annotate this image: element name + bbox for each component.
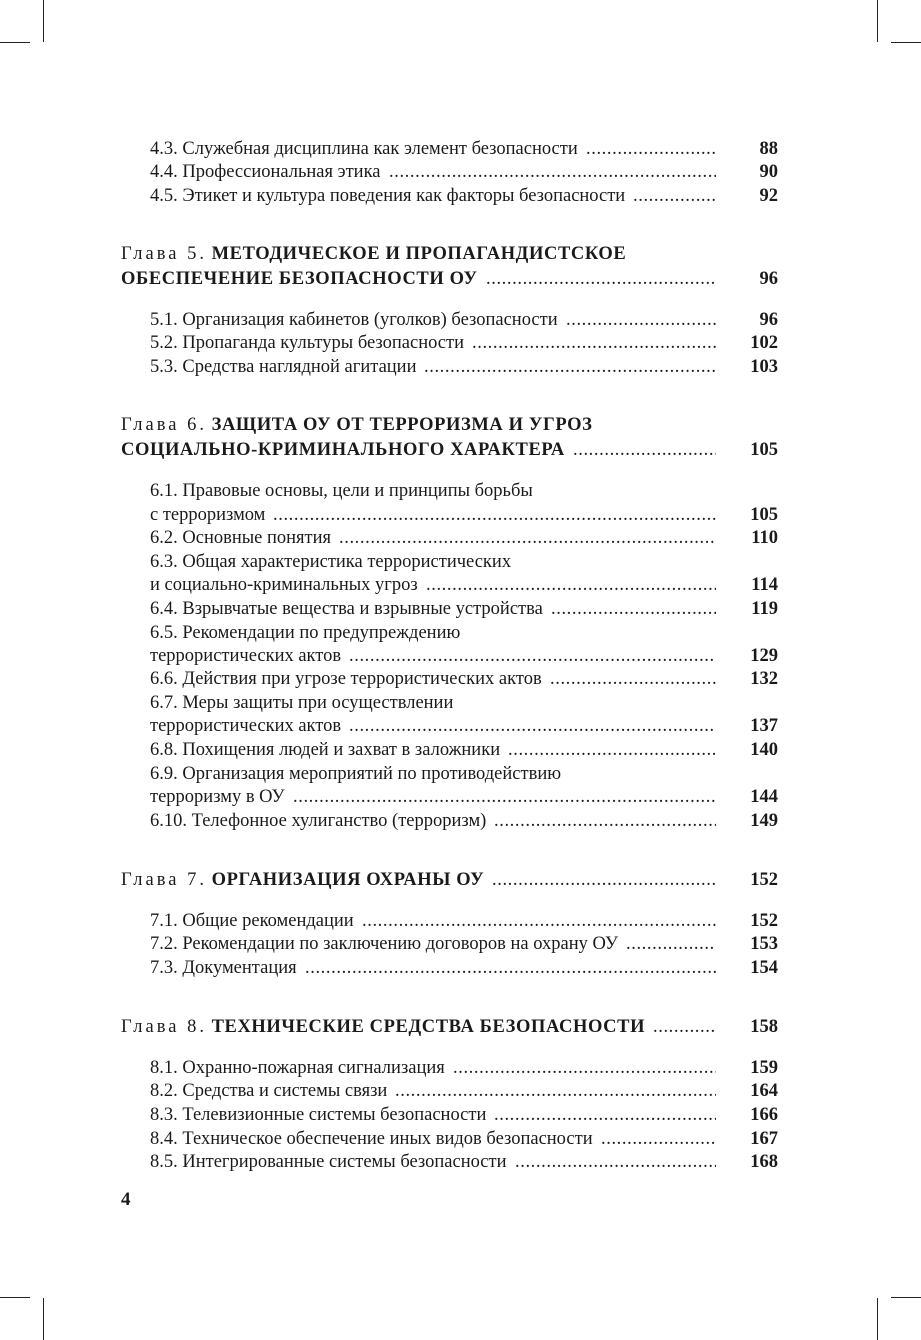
toc-entry-title: 6.9. Организация мероприятий по противодействию xyxy=(150,764,562,784)
leader-dots xyxy=(293,785,716,809)
toc-page-number: 159 xyxy=(750,1058,778,1078)
toc-page-number: 166 xyxy=(750,1105,778,1125)
chapter-heading xyxy=(0,413,921,437)
toc-entry-title: 6.4. Взрывчатые вещества и взрывные устройства xyxy=(150,599,543,619)
toc-entry-continued xyxy=(0,573,921,597)
toc-page-number: 129 xyxy=(750,646,778,666)
leader-dots xyxy=(424,355,716,379)
leader-dots xyxy=(389,160,716,184)
toc-entry-title: 5.2. Пропаганда культуры безопасности xyxy=(150,333,465,353)
toc-page-number: 167 xyxy=(750,1129,778,1149)
chapter-title xyxy=(121,868,484,892)
toc-entry xyxy=(0,956,921,980)
toc-entry-title: 8.3. Телевизионные системы безопасности xyxy=(150,1105,487,1125)
crop-mark xyxy=(877,0,878,42)
toc-entry-title: 8.2. Средства и системы связи xyxy=(150,1081,388,1101)
leader-dots xyxy=(551,597,716,621)
leader-dots xyxy=(349,644,716,668)
toc-entry xyxy=(0,1127,921,1151)
chapter-title-text: ОРГАНИЗАЦИЯ ОХРАНЫ ОУ xyxy=(211,870,485,890)
toc-entry-title: 6.7. Меры защиты при осуществлении xyxy=(150,693,454,713)
toc-entry-title: 8.5. Интегрированные системы безопасности xyxy=(150,1152,507,1172)
chapter-heading xyxy=(0,868,921,892)
toc-entry-title: террористических актов xyxy=(150,716,342,736)
toc-entry xyxy=(0,932,921,956)
leader-dots xyxy=(550,667,716,691)
leader-dots xyxy=(426,573,716,597)
toc-entry-continued xyxy=(0,785,921,809)
toc-entry xyxy=(0,1079,921,1103)
toc-entry xyxy=(0,1103,921,1127)
toc-entry-title: 4.3. Служебная дисциплина как элемент безопасности xyxy=(150,139,578,159)
leader-dots xyxy=(515,1150,716,1174)
leader-dots xyxy=(362,909,716,933)
page-number: 4 xyxy=(121,1189,131,1210)
toc-page-number: 149 xyxy=(750,811,778,831)
leader-dots xyxy=(601,1127,716,1151)
chapter-title xyxy=(121,1015,645,1039)
toc-entry-title: 6.10. Телефонное хулиганство (терроризм) xyxy=(150,811,487,831)
toc-page-number: 96 xyxy=(759,310,778,330)
crop-mark xyxy=(0,1297,30,1298)
toc-entry xyxy=(0,1150,921,1174)
toc-page-number: 144 xyxy=(750,787,778,807)
toc-entry-title: 5.3. Средства наглядной агитации xyxy=(150,357,417,377)
chapter-prefix: Глава 7. xyxy=(121,870,207,890)
leader-dots xyxy=(586,137,716,161)
leader-dots xyxy=(566,308,716,332)
toc-entry-title: 5.1. Организация кабинетов (уголков) безопасности xyxy=(150,310,558,330)
toc-entry-title: с терроризмом xyxy=(150,505,266,525)
leader-dots xyxy=(653,1015,716,1039)
toc-entry xyxy=(0,550,921,574)
toc-page-number: 103 xyxy=(750,357,778,377)
toc-page-number: 152 xyxy=(750,911,778,931)
chapter-heading xyxy=(0,1015,921,1039)
toc-entry-title: 8.1. Охранно-пожарная сигнализация xyxy=(150,1058,445,1078)
toc-page-number: 92 xyxy=(759,186,778,206)
toc-page-number: 88 xyxy=(759,139,778,159)
leader-dots xyxy=(494,809,716,833)
toc-entry-continued xyxy=(0,644,921,668)
chapter-heading-continued xyxy=(0,267,921,291)
toc-entry xyxy=(0,308,921,332)
leader-dots xyxy=(453,1056,716,1080)
chapter-title xyxy=(121,242,626,266)
toc-entry-title: 7.1. Общие рекомендации xyxy=(150,911,354,931)
chapter-title-text: ОБЕСПЕЧЕНИЕ БЕЗОПАСНОСТИ ОУ xyxy=(121,269,478,289)
toc-entry xyxy=(0,762,921,786)
toc-entry-title: 6.6. Действия при угрозе террористических актов xyxy=(150,669,542,689)
toc-entry xyxy=(0,597,921,621)
toc-entry xyxy=(0,137,921,161)
chapter-title xyxy=(121,413,593,437)
toc-page-number: 110 xyxy=(751,528,778,548)
chapter-title-text: МЕТОДИЧЕСКОЕ И ПРОПАГАНДИСТСКОЕ xyxy=(211,244,627,264)
toc-page-number: 114 xyxy=(751,575,778,595)
toc-entry-title: 4.5. Этикет и культура поведения как факторы безопасности xyxy=(150,186,626,206)
toc-entry-title: 6.8. Похищения людей и захват в заложники xyxy=(150,740,501,760)
toc-entry xyxy=(0,738,921,762)
chapter-prefix: Глава 6. xyxy=(121,415,207,435)
leader-dots xyxy=(349,714,716,738)
leader-dots xyxy=(626,932,716,956)
toc-entry-title: терроризму в ОУ xyxy=(150,787,285,807)
toc-entry-title: 7.2. Рекомендации по заключению договоров на охрану ОУ xyxy=(150,934,618,954)
leader-dots xyxy=(494,1103,716,1127)
crop-mark xyxy=(891,1297,921,1298)
toc-entry xyxy=(0,184,921,208)
toc-page-number: 164 xyxy=(750,1081,778,1101)
chapter-heading-continued xyxy=(0,438,921,462)
toc-entry xyxy=(0,331,921,355)
toc-entry-title: 4.4. Профессиональная этика xyxy=(150,162,381,182)
toc-entry xyxy=(0,526,921,550)
toc-page-number: 132 xyxy=(750,669,778,689)
toc-entry-title: 6.5. Рекомендации по предупреждению xyxy=(150,623,461,643)
toc-entry-title: 6.3. Общая характеристика террористических xyxy=(150,552,512,572)
toc-entry-continued xyxy=(0,503,921,527)
toc-page-number: 154 xyxy=(750,958,778,978)
leader-dots xyxy=(633,184,716,208)
leader-dots xyxy=(395,1079,716,1103)
leader-dots xyxy=(305,956,716,980)
toc-page-number: 105 xyxy=(750,440,778,460)
crop-mark xyxy=(43,0,44,42)
toc-entry-continued xyxy=(0,714,921,738)
toc-entry xyxy=(0,809,921,833)
leader-dots xyxy=(508,738,716,762)
toc-page-number: 140 xyxy=(750,740,778,760)
toc-entry-title: и социально-криминальных угроз xyxy=(150,575,418,595)
toc-entry xyxy=(0,667,921,691)
leader-dots xyxy=(486,267,716,291)
toc-page-number: 105 xyxy=(750,505,778,525)
toc-page-number: 158 xyxy=(750,1017,778,1037)
toc-entry xyxy=(0,691,921,715)
toc-entry xyxy=(0,355,921,379)
toc-page-number: 152 xyxy=(750,870,778,890)
toc-entry-title: 8.4. Техническое обеспечение иных видов безопасности xyxy=(150,1129,593,1149)
chapter-title-text: ЗАЩИТА ОУ ОТ ТЕРРОРИЗМА И УГРОЗ xyxy=(211,415,593,435)
toc-entry-title: террористических актов xyxy=(150,646,342,666)
leader-dots xyxy=(273,503,716,527)
toc-page-number: 96 xyxy=(759,269,778,289)
leader-dots xyxy=(492,868,716,892)
chapter-heading xyxy=(0,242,921,266)
toc-entry-title: 6.2. Основные понятия xyxy=(150,528,332,548)
toc-page-number: 119 xyxy=(751,599,778,619)
chapter-title-text: СОЦИАЛЬНО-КРИМИНАЛЬНОГО ХАРАКТЕРА xyxy=(121,440,565,460)
toc-entry xyxy=(0,1056,921,1080)
crop-mark xyxy=(43,1298,44,1340)
toc-entry-title: 7.3. Документация xyxy=(150,958,297,978)
leader-dots xyxy=(573,438,716,462)
toc-entry xyxy=(0,479,921,503)
toc-entry xyxy=(0,909,921,933)
crop-mark xyxy=(0,42,30,43)
chapter-prefix: Глава 5. xyxy=(121,244,207,264)
crop-mark xyxy=(891,42,921,43)
chapter-prefix: Глава 8. xyxy=(121,1017,207,1037)
crop-mark xyxy=(877,1298,878,1340)
toc-page-number: 168 xyxy=(750,1152,778,1172)
toc-page-number: 102 xyxy=(750,333,778,353)
toc-page-number: 153 xyxy=(750,934,778,954)
toc-entry xyxy=(0,621,921,645)
leader-dots xyxy=(472,331,716,355)
chapter-title-text: ТЕХНИЧЕСКИЕ СРЕДСТВА БЕЗОПАСНОСТИ xyxy=(211,1017,646,1037)
toc-entry xyxy=(0,160,921,184)
toc-entry-title: 6.1. Правовые основы, цели и принципы борьбы xyxy=(150,481,533,501)
toc-page-number: 137 xyxy=(750,716,778,736)
toc-page-number: 90 xyxy=(759,162,778,182)
leader-dots xyxy=(339,526,716,550)
